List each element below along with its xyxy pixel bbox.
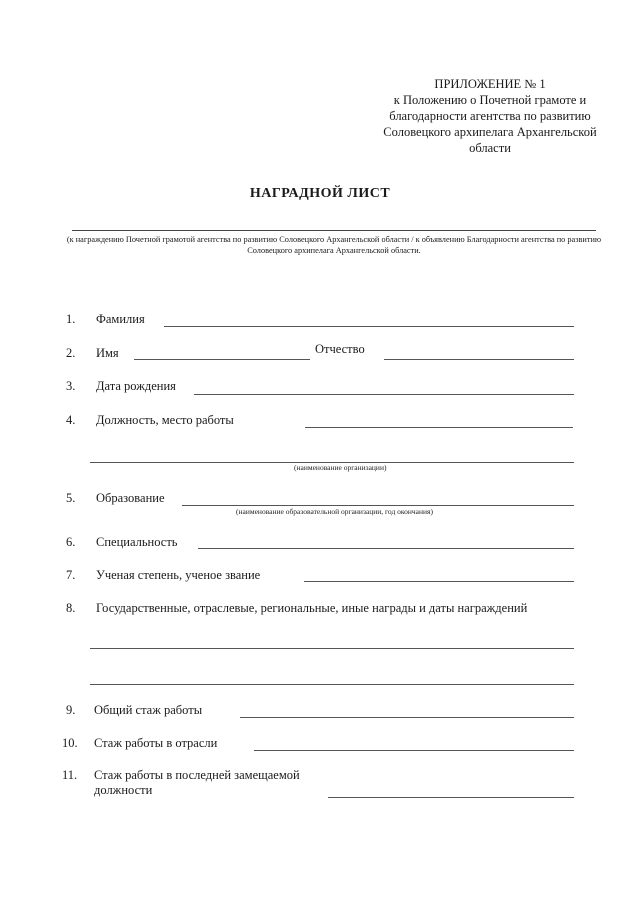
- first-name-input-line[interactable]: [134, 359, 310, 360]
- awards-input-line[interactable]: [90, 648, 574, 649]
- total-experience-input-line[interactable]: [240, 717, 574, 718]
- birth-date-input-line[interactable]: [194, 394, 574, 395]
- appendix-line: благодарности агентства по развитию: [389, 109, 591, 123]
- appendix-line: Соловецкого архипелага Архангельской: [383, 125, 597, 139]
- education-caption: (наименование образовательной организации, год окончания): [236, 507, 433, 516]
- field-number: 6.: [66, 535, 76, 549]
- field-number: 5.: [66, 491, 76, 505]
- birth-date-label: Дата рождения: [96, 379, 176, 393]
- academic-degree-label: Ученая степень, ученое звание: [96, 568, 261, 582]
- surname-input-line[interactable]: [164, 326, 574, 327]
- appendix-line: ПРИЛОЖЕНИЕ № 1: [434, 77, 546, 91]
- appendix-line: области: [469, 141, 511, 155]
- document-title: НАГРАДНОЙ ЛИСТ: [249, 186, 391, 201]
- education-input-line[interactable]: [182, 505, 574, 506]
- appendix-line: к Положению о Почетной грамоте и: [393, 93, 587, 107]
- first-name-label: Имя: [96, 346, 119, 360]
- last-position-experience-label-cont: должности: [94, 783, 153, 797]
- academic-degree-input-line[interactable]: [304, 581, 574, 582]
- organization-caption: (наименование организации): [294, 463, 387, 472]
- patronymic-label: Отчество: [315, 342, 365, 356]
- awards-label: Государственные, отраслевые, региональные, иные награды и даты награждений: [96, 601, 528, 615]
- total-experience-label: Общий стаж работы: [94, 703, 203, 717]
- position-workplace-label: Должность, место работы: [96, 413, 234, 427]
- field-number: 10.: [62, 736, 78, 750]
- field-number: 3.: [66, 379, 76, 393]
- field-number: 1.: [66, 312, 76, 326]
- field-number: 8.: [66, 601, 76, 615]
- education-label: Образование: [96, 491, 165, 505]
- appendix-header: [380, 76, 600, 156]
- field-number: 4.: [66, 413, 76, 427]
- surname-label: Фамилия: [96, 312, 145, 326]
- subtitle-divider: [72, 230, 596, 231]
- field-number: 11.: [62, 768, 78, 782]
- industry-experience-label: Стаж работы в отрасли: [94, 736, 218, 750]
- last-position-experience-input-line[interactable]: [328, 797, 574, 798]
- award-type-subtitle: (к награждению Почетной грамотой агентства по развитию Соловецкого Архангельской области / к объявлению Благодарности агентства по развитию Соловецкого архипелага Архангельской области.: [66, 235, 602, 255]
- patronymic-input-line[interactable]: [384, 359, 574, 360]
- industry-experience-input-line[interactable]: [254, 750, 574, 751]
- last-position-experience-label: Стаж работы в последней замещаемой: [94, 768, 300, 782]
- field-number: 7.: [66, 568, 76, 582]
- field-number: 9.: [66, 703, 76, 717]
- specialty-label: Специальность: [96, 535, 178, 549]
- field-number: 2.: [66, 346, 76, 360]
- position-input-line[interactable]: [305, 427, 573, 428]
- awards-input-line[interactable]: [90, 684, 574, 685]
- specialty-input-line[interactable]: [198, 548, 574, 549]
